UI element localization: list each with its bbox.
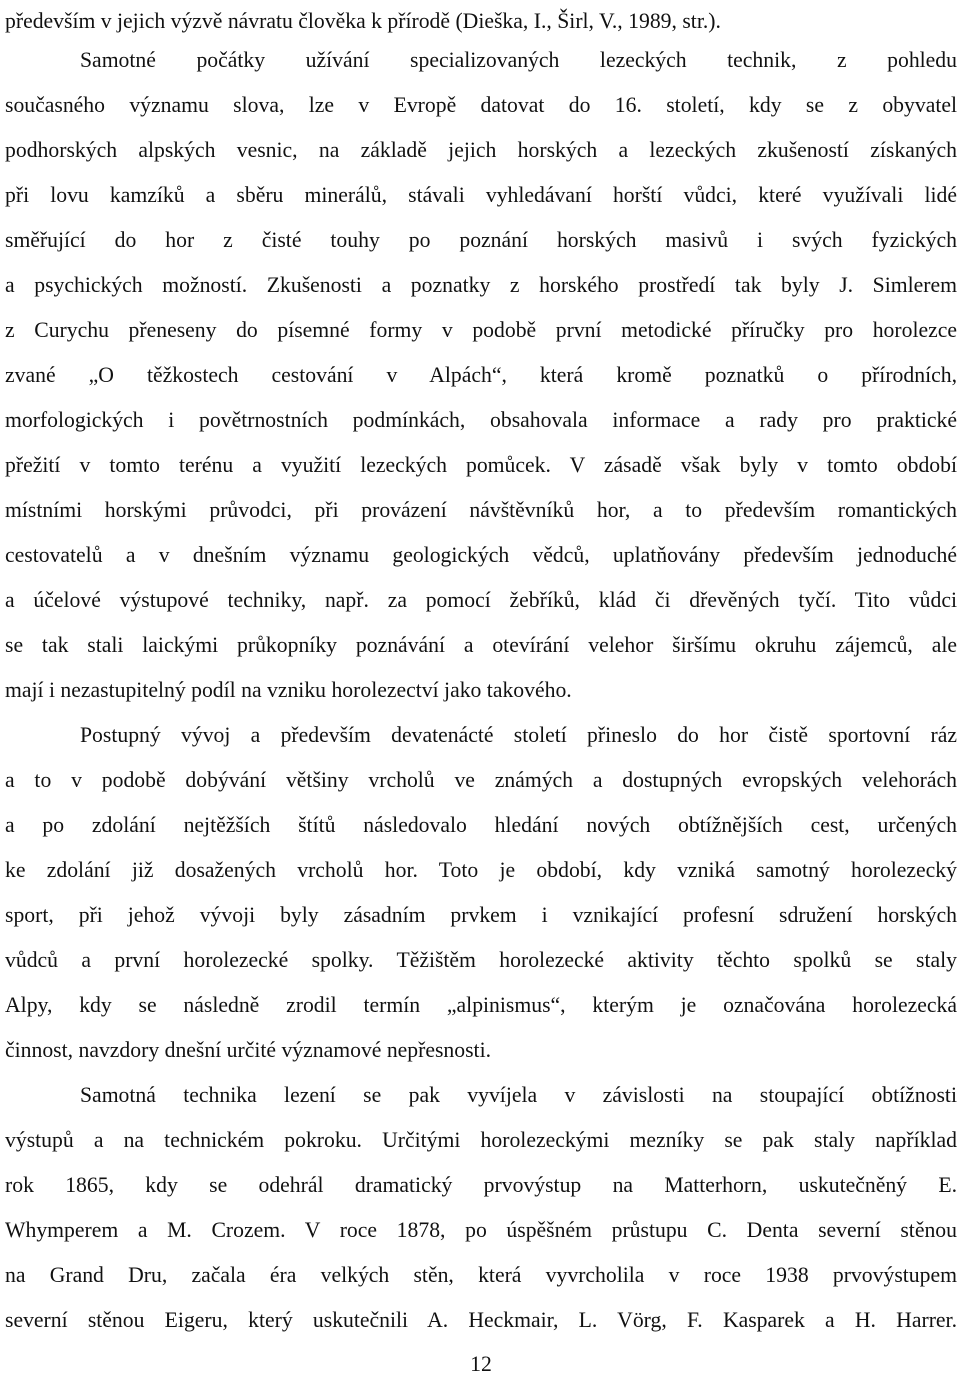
page-number: 12 — [470, 1352, 492, 1376]
text-line: sport, při jehož vývoji byly zásadním prvkem i vznikající profesní sdružení horských — [5, 903, 957, 927]
text-line: především v jejich výzvě návratu člověka k přírodě (Dieška, I., Širl, V., 1989, str.). — [5, 9, 721, 33]
text-line: a to v podobě dobývání většiny vrcholů ve známých a dostupných evropských velehorách — [5, 768, 957, 792]
text-line: a účelové výstupové techniky, např. za pomocí žebříků, klád či dřevěných tyčí. Tito vůdci — [5, 588, 957, 612]
text-line: a po zdolání nejtěžších štítů následovalo hledání nových obtížnějších cest, určených — [5, 813, 957, 837]
text-line: Samotné počátky užívání specializovaných lezeckých technik, z pohledu — [80, 48, 957, 72]
text-line: vůdců a první horolezecké spolky. Těžištěm horolezecké aktivity těchto spolků se staly — [5, 948, 957, 972]
text-line: cestovatelů a v dnešním významu geologických vědců, uplatňovány především jednoduché — [5, 543, 957, 567]
text-line: rok 1865, kdy se odehrál dramatický prvovýstup na Matterhorn, uskutečněný E. — [5, 1173, 957, 1197]
text-line: z Curychu přeneseny do písemné formy v podobě první metodické příručky pro horolezce — [5, 318, 957, 342]
text-line: výstupů a na technickém pokroku. Určitými horolezeckými mezníky se pak staly například — [5, 1128, 957, 1152]
text-line: Alpy, kdy se následně zrodil termín „alpinismus“, kterým je označována horolezecká — [5, 993, 957, 1017]
text-line: ke zdolání již dosažených vrcholů hor. Toto je období, kdy vzniká samotný horolezecký — [5, 858, 957, 882]
text-line: činnost, navzdory dnešní určité významové nepřesnosti. — [5, 1038, 492, 1062]
text-line: se tak stali laickými průkopníky poznávání a otevírání velehor širšímu okruhu zájemců, ale — [5, 633, 957, 657]
text-line: zvané „O těžkostech cestování v Alpách“, která kromě poznatků o přírodních, — [5, 363, 957, 387]
document-page — [5, 0, 957, 1376]
text-line: severní stěnou Eigeru, který uskutečnili A. Heckmair, L. Vörg, F. Kasparek a H. Harrer. — [5, 1308, 957, 1332]
text-line: současného významu slova, lze v Evropě datovat do 16. století, kdy se z obyvatel — [5, 93, 957, 117]
text-line: Postupný vývoj a především devatenácté století přineslo do hor čistě sportovní ráz — [80, 723, 957, 747]
text-line: morfologických i povětrnostních podmínkách, obsahovala informace a rady pro praktické — [5, 408, 957, 432]
text-line: na Grand Dru, začala éra velkých stěn, která vyvrcholila v roce 1938 prvovýstupem — [5, 1263, 957, 1287]
text-line: mají i nezastupitelný podíl na vzniku horolezectví jako takového. — [5, 678, 572, 702]
text-line: směřující do hor z čisté touhy po poznání horských masivů i svých fyzických — [5, 228, 957, 252]
text-line: při lovu kamzíků a sběru minerálů, stávali vyhledávaní horští vůdci, které využívali lidé — [5, 183, 957, 207]
text-line: a psychických možností. Zkušenosti a poznatky z horského prostředí tak byly J. Simlerem — [5, 273, 957, 297]
text-line: místními horskými průvodci, při provázení návštěvníků hor, a to především romantických — [5, 498, 957, 522]
text-line: přežití v tomto terénu a využití lezeckých pomůcek. V zásadě však byly v tomto období — [5, 453, 957, 477]
text-line: Whymperem a M. Crozem. V roce 1878, po úspěšném průstupu C. Denta severní stěnou — [5, 1218, 957, 1242]
text-line: Samotná technika lezení se pak vyvíjela v závislosti na stoupající obtížnosti — [80, 1083, 957, 1107]
text-line: podhorských alpských vesnic, na základě jejich horských a lezeckých zkušeností získaných — [5, 138, 957, 162]
